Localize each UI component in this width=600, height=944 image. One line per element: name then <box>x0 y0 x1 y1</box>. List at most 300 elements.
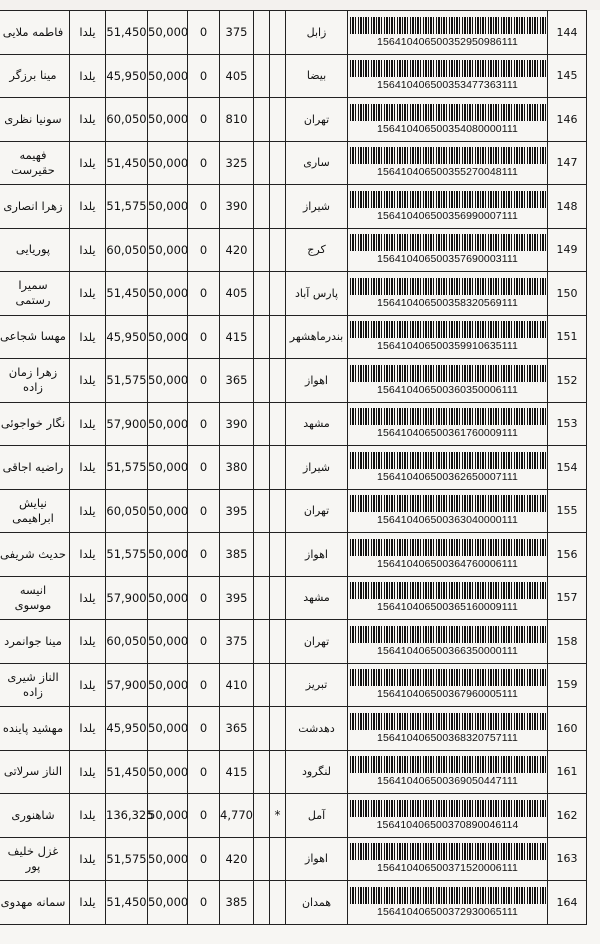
barcode-cell <box>348 794 548 838</box>
barcode-number: 156410406500371520006111 <box>377 862 518 875</box>
package-type: یلدا <box>70 98 106 142</box>
empty-cell <box>254 359 270 403</box>
weight-value: 375 <box>220 620 254 664</box>
barcode <box>348 751 547 794</box>
star-mark <box>270 707 286 751</box>
table-row <box>0 750 587 794</box>
barcode-bars <box>350 60 546 77</box>
barcode-cell <box>348 620 548 664</box>
total-amount: 57,900 <box>106 402 148 446</box>
package-type: یلدا <box>70 272 106 316</box>
barcode <box>348 620 547 663</box>
barcode-cell <box>348 837 548 881</box>
weight-value: 365 <box>220 707 254 751</box>
star-mark <box>270 750 286 794</box>
zero-value: 0 <box>188 359 220 403</box>
weight-value: 385 <box>220 533 254 577</box>
fee-amount: 50,000 <box>148 881 188 925</box>
weight-value: 325 <box>220 141 254 185</box>
weight-value: 395 <box>220 576 254 620</box>
barcode-bars <box>350 452 546 469</box>
star-mark <box>270 402 286 446</box>
empty-cell <box>254 446 270 490</box>
fee-amount: 50,000 <box>148 98 188 142</box>
barcode <box>348 838 547 881</box>
barcode-bars <box>350 191 546 208</box>
row-number: 145 <box>548 54 587 98</box>
destination-city: دهدشت <box>286 707 348 751</box>
barcode-bars <box>350 495 546 512</box>
barcode <box>348 707 547 750</box>
barcode-bars <box>350 321 546 338</box>
zero-value: 0 <box>188 185 220 229</box>
row-number: 157 <box>548 576 587 620</box>
empty-cell <box>254 750 270 794</box>
fee-amount: 50,000 <box>148 141 188 185</box>
barcode-number: 156410406500370890046114 <box>376 818 519 831</box>
recipient-name: حدیث شریفی <box>0 533 70 577</box>
package-type: یلدا <box>70 11 106 55</box>
barcode-bars <box>350 539 546 556</box>
destination-city: تهران <box>286 489 348 533</box>
barcode <box>348 272 547 315</box>
destination-city: تبریز <box>286 663 348 707</box>
star-mark <box>270 837 286 881</box>
zero-value: 0 <box>188 141 220 185</box>
total-amount: 51,575 <box>106 533 148 577</box>
table-row <box>0 228 587 272</box>
barcode-number: 156410406500372930065111 <box>377 905 518 918</box>
table-row <box>0 620 587 664</box>
empty-cell <box>254 837 270 881</box>
recipient-name: الناز شیری زاده <box>0 663 70 707</box>
star-mark <box>270 663 286 707</box>
package-type: یلدا <box>70 54 106 98</box>
package-type: یلدا <box>70 837 106 881</box>
star-mark <box>270 11 286 55</box>
fee-amount: 50,000 <box>148 54 188 98</box>
fee-amount: 50,000 <box>148 663 188 707</box>
destination-city: مشهد <box>286 576 348 620</box>
empty-cell <box>254 576 270 620</box>
destination-city: تهران <box>286 620 348 664</box>
total-amount: 45,950 <box>106 315 148 359</box>
package-type: یلدا <box>70 402 106 446</box>
table-row <box>0 185 587 229</box>
row-number: 149 <box>548 228 587 272</box>
table-row <box>0 98 587 142</box>
star-mark <box>270 315 286 359</box>
barcode-cell <box>348 663 548 707</box>
total-amount: 60,050 <box>106 620 148 664</box>
barcode-bars <box>350 582 546 599</box>
barcode-number: 156410406500360350006111 <box>377 383 518 396</box>
star-mark <box>270 533 286 577</box>
weight-value: 375 <box>220 11 254 55</box>
weight-value: 385 <box>220 881 254 925</box>
empty-cell <box>254 98 270 142</box>
barcode-cell <box>348 533 548 577</box>
empty-cell <box>254 315 270 359</box>
barcode-bars <box>350 365 546 382</box>
package-type: یلدا <box>70 228 106 272</box>
package-type: یلدا <box>70 576 106 620</box>
zero-value: 0 <box>188 11 220 55</box>
row-number: 150 <box>548 272 587 316</box>
barcode <box>348 881 547 924</box>
empty-cell <box>254 141 270 185</box>
table-row <box>0 489 587 533</box>
weight-value: 4,770 <box>220 794 254 838</box>
star-mark <box>270 185 286 229</box>
barcode-bars <box>350 17 546 34</box>
row-number: 161 <box>548 750 587 794</box>
fee-amount: 50,000 <box>148 185 188 229</box>
zero-value: 0 <box>188 881 220 925</box>
destination-city: بندرماهشهر <box>286 315 348 359</box>
barcode-number: 156410406500363040000111 <box>377 514 518 527</box>
zero-value: 0 <box>188 707 220 751</box>
empty-cell <box>254 489 270 533</box>
empty-cell <box>254 228 270 272</box>
star-mark <box>270 141 286 185</box>
fee-amount: 50,000 <box>148 11 188 55</box>
star-mark <box>270 446 286 490</box>
empty-cell <box>254 402 270 446</box>
recipient-name: مهشید پاینده <box>0 707 70 751</box>
barcode <box>348 664 547 707</box>
barcode-number: 156410406500362650007111 <box>377 470 518 483</box>
zero-value: 0 <box>188 446 220 490</box>
fee-amount: 50,000 <box>148 315 188 359</box>
barcode <box>348 490 547 533</box>
table-row <box>0 11 587 55</box>
package-type: یلدا <box>70 750 106 794</box>
weight-value: 390 <box>220 402 254 446</box>
package-type: یلدا <box>70 620 106 664</box>
recipient-name: مینا جوانمرد <box>0 620 70 664</box>
barcode <box>348 316 547 359</box>
barcode <box>348 794 547 837</box>
barcode-cell <box>348 54 548 98</box>
empty-cell <box>254 54 270 98</box>
table-row <box>0 881 587 925</box>
barcode-cell <box>348 881 548 925</box>
recipient-name: سمیرا رستمی <box>0 272 70 316</box>
package-type: یلدا <box>70 446 106 490</box>
barcode-number: 156410406500359910635111 <box>377 340 518 353</box>
recipient-name: زهرا زمان زاده <box>0 359 70 403</box>
total-amount: 45,950 <box>106 54 148 98</box>
barcode-cell <box>348 707 548 751</box>
weight-value: 405 <box>220 272 254 316</box>
destination-city: همدان <box>286 881 348 925</box>
barcode-bars <box>350 408 546 425</box>
barcode <box>348 55 547 98</box>
table-body <box>0 11 587 925</box>
recipient-name: پوریایی <box>0 228 70 272</box>
row-number: 163 <box>548 837 587 881</box>
star-mark <box>270 54 286 98</box>
package-type: یلدا <box>70 663 106 707</box>
barcode-cell <box>348 315 548 359</box>
barcode-number: 156410406500365160009111 <box>377 601 518 614</box>
row-number: 156 <box>548 533 587 577</box>
destination-city: شیراز <box>286 446 348 490</box>
destination-city: لنگرود <box>286 750 348 794</box>
total-amount: 60,050 <box>106 98 148 142</box>
barcode <box>348 446 547 489</box>
fee-amount: 50,000 <box>148 620 188 664</box>
zero-value: 0 <box>188 750 220 794</box>
destination-city: ساری <box>286 141 348 185</box>
barcode-number: 156410406500368320757111 <box>377 731 518 744</box>
table-row <box>0 794 587 838</box>
barcode-cell <box>348 489 548 533</box>
table-row <box>0 533 587 577</box>
zero-value: 0 <box>188 533 220 577</box>
row-number: 164 <box>548 881 587 925</box>
barcode-cell <box>348 11 548 55</box>
destination-city: اهواز <box>286 533 348 577</box>
barcode-bars <box>350 278 546 295</box>
barcode-number: 156410406500361760009111 <box>377 427 518 440</box>
barcode-cell <box>348 272 548 316</box>
table-row <box>0 141 587 185</box>
total-amount: 51,450 <box>106 11 148 55</box>
fee-amount: 50,000 <box>148 794 188 838</box>
recipient-name: نیایش ابراهیمی <box>0 489 70 533</box>
package-type: یلدا <box>70 794 106 838</box>
package-type: یلدا <box>70 707 106 751</box>
table-row <box>0 446 587 490</box>
empty-cell <box>254 663 270 707</box>
barcode <box>348 11 547 54</box>
barcode-number: 156410406500356990007111 <box>377 209 518 222</box>
star-mark <box>270 489 286 533</box>
barcode-cell <box>348 141 548 185</box>
weight-value: 380 <box>220 446 254 490</box>
table-row <box>0 315 587 359</box>
package-type: یلدا <box>70 141 106 185</box>
barcode-cell <box>348 98 548 142</box>
empty-cell <box>254 881 270 925</box>
weight-value: 390 <box>220 185 254 229</box>
row-number: 152 <box>548 359 587 403</box>
barcode-cell <box>348 576 548 620</box>
barcode-cell <box>348 185 548 229</box>
row-number: 159 <box>548 663 587 707</box>
zero-value: 0 <box>188 489 220 533</box>
package-type: یلدا <box>70 533 106 577</box>
total-amount: 45,950 <box>106 707 148 751</box>
fee-amount: 50,000 <box>148 402 188 446</box>
barcode-number: 156410406500369050447111 <box>377 775 518 788</box>
destination-city: آمل <box>286 794 348 838</box>
zero-value: 0 <box>188 272 220 316</box>
recipient-name: فاطمه ملایی <box>0 11 70 55</box>
table-row <box>0 663 587 707</box>
barcode <box>348 142 547 185</box>
recipient-name: سمانه مهدوی <box>0 881 70 925</box>
fee-amount: 50,000 <box>148 228 188 272</box>
barcode-bars <box>350 626 546 643</box>
total-amount: 60,050 <box>106 228 148 272</box>
weight-value: 410 <box>220 663 254 707</box>
weight-value: 420 <box>220 837 254 881</box>
recipient-name: سونیا نظری <box>0 98 70 142</box>
fee-amount: 50,000 <box>148 489 188 533</box>
star-mark <box>270 272 286 316</box>
barcode <box>348 185 547 228</box>
barcode-number: 156410406500353477363111 <box>377 79 518 92</box>
destination-city: تهران <box>286 98 348 142</box>
zero-value: 0 <box>188 315 220 359</box>
barcode <box>348 359 547 402</box>
recipient-name: مینا برزگر <box>0 54 70 98</box>
package-type: یلدا <box>70 489 106 533</box>
destination-city: اهواز <box>286 837 348 881</box>
total-amount: 51,575 <box>106 446 148 490</box>
weight-value: 405 <box>220 54 254 98</box>
destination-city: پارس آباد <box>286 272 348 316</box>
fee-amount: 50,000 <box>148 446 188 490</box>
barcode-bars <box>350 104 546 121</box>
row-number: 154 <box>548 446 587 490</box>
total-amount: 51,450 <box>106 750 148 794</box>
zero-value: 0 <box>188 837 220 881</box>
star-mark: * <box>270 794 286 838</box>
weight-value: 810 <box>220 98 254 142</box>
recipient-name: غزل خلیف پور <box>0 837 70 881</box>
barcode-bars <box>350 669 546 686</box>
barcode-number: 156410406500357690003111 <box>377 253 518 266</box>
barcode-number: 156410406500354080000111 <box>377 122 518 135</box>
total-amount: 51,575 <box>106 359 148 403</box>
zero-value: 0 <box>188 663 220 707</box>
total-amount: 51,450 <box>106 141 148 185</box>
empty-cell <box>254 11 270 55</box>
star-mark <box>270 620 286 664</box>
star-mark <box>270 228 286 272</box>
fee-amount: 50,000 <box>148 359 188 403</box>
recipient-name: زهرا انصاری <box>0 185 70 229</box>
recipient-name: مهسا شجاعی <box>0 315 70 359</box>
total-amount: 51,575 <box>106 185 148 229</box>
document-page <box>0 10 600 944</box>
fee-amount: 50,000 <box>148 533 188 577</box>
barcode-bars <box>350 800 546 817</box>
recipient-name: انیسه موسوی <box>0 576 70 620</box>
table-row <box>0 272 587 316</box>
star-mark <box>270 98 286 142</box>
empty-cell <box>254 794 270 838</box>
total-amount: 57,900 <box>106 663 148 707</box>
weight-value: 415 <box>220 750 254 794</box>
barcode-cell <box>348 402 548 446</box>
barcode-bars <box>350 713 546 730</box>
row-number: 151 <box>548 315 587 359</box>
package-type: یلدا <box>70 881 106 925</box>
total-amount: 51,450 <box>106 272 148 316</box>
zero-value: 0 <box>188 794 220 838</box>
fee-amount: 50,000 <box>148 750 188 794</box>
row-number: 148 <box>548 185 587 229</box>
table-row <box>0 54 587 98</box>
zero-value: 0 <box>188 228 220 272</box>
barcode <box>348 229 547 272</box>
barcode-bars <box>350 843 546 860</box>
row-number: 147 <box>548 141 587 185</box>
destination-city: شیراز <box>286 185 348 229</box>
empty-cell <box>254 185 270 229</box>
package-type: یلدا <box>70 315 106 359</box>
barcode-cell <box>348 446 548 490</box>
barcode <box>348 403 547 446</box>
destination-city: کرج <box>286 228 348 272</box>
zero-value: 0 <box>188 620 220 664</box>
empty-cell <box>254 533 270 577</box>
row-number: 160 <box>548 707 587 751</box>
table-row <box>0 359 587 403</box>
recipient-name: الناز سرلاتی <box>0 750 70 794</box>
star-mark <box>270 576 286 620</box>
barcode-bars <box>350 756 546 773</box>
table-row <box>0 837 587 881</box>
destination-city: مشهد <box>286 402 348 446</box>
recipient-name: فهیمه حقیرست <box>0 141 70 185</box>
barcode-number: 156410406500367960005111 <box>377 688 518 701</box>
destination-city: بیضا <box>286 54 348 98</box>
row-number: 146 <box>548 98 587 142</box>
empty-cell <box>254 272 270 316</box>
total-amount: 51,450 <box>106 881 148 925</box>
package-type: یلدا <box>70 185 106 229</box>
barcode-cell <box>348 750 548 794</box>
recipient-name: شاهنوری <box>0 794 70 838</box>
table-row <box>0 402 587 446</box>
barcode-number: 156410406500352950986111 <box>377 35 518 48</box>
recipient-name: راضیه اجاقی <box>0 446 70 490</box>
barcode-bars <box>350 147 546 164</box>
row-number: 162 <box>548 794 587 838</box>
weight-value: 365 <box>220 359 254 403</box>
weight-value: 420 <box>220 228 254 272</box>
barcode-number: 156410406500355270048111 <box>377 166 518 179</box>
row-number: 144 <box>548 11 587 55</box>
barcode <box>348 533 547 576</box>
package-type: یلدا <box>70 359 106 403</box>
fee-amount: 50,000 <box>148 707 188 751</box>
table-row <box>0 707 587 751</box>
zero-value: 0 <box>188 54 220 98</box>
total-amount: 60,050 <box>106 489 148 533</box>
total-amount: 57,900 <box>106 576 148 620</box>
barcode-bars <box>350 234 546 251</box>
barcode-cell <box>348 359 548 403</box>
weight-value: 415 <box>220 315 254 359</box>
barcode-number: 156410406500366350000111 <box>377 644 518 657</box>
destination-city: اهواز <box>286 359 348 403</box>
zero-value: 0 <box>188 576 220 620</box>
star-mark <box>270 881 286 925</box>
barcode-bars <box>350 887 546 904</box>
fee-amount: 50,000 <box>148 837 188 881</box>
zero-value: 0 <box>188 98 220 142</box>
shipment-table <box>0 10 587 925</box>
barcode-cell <box>348 228 548 272</box>
empty-cell <box>254 620 270 664</box>
